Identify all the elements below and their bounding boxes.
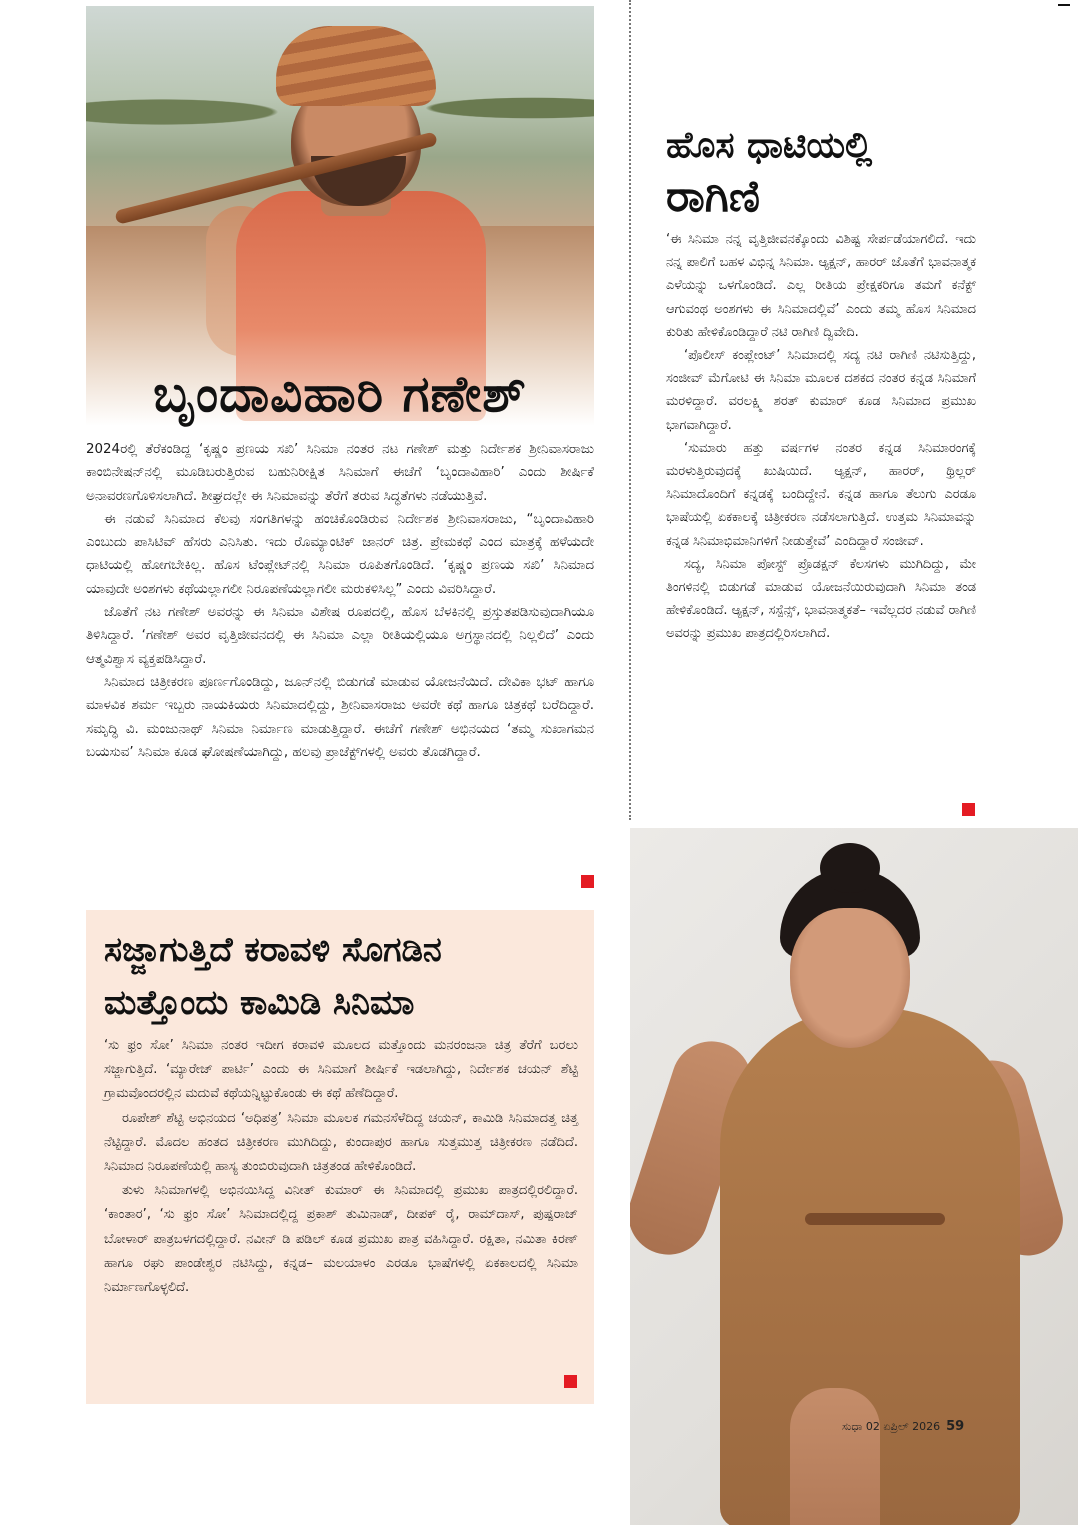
corner-mark bbox=[1058, 4, 1070, 6]
comedy-headline-line2: ಮತ್ತೊಂದು ಕಾಮಿಡಿ ಸಿನಿಮಾ bbox=[104, 983, 415, 1023]
paragraph: ಸಿನಿಮಾದ ಚಿತ್ರೀಕರಣ ಪೂರ್ಣಗೊಂಡಿದ್ದು, ಜೂನ್‌ನಲ್ಲಿ ಬಿಡುಗಡೆ ಮಾಡುವ ಯೋಜನೆಯಿದೆ. ದೇವಿಕಾ ಭಟ್ ಹಾಗೂ ಮಾಳವಿಕ ಶರ್ಮ ಇಬ್ಬರು ನಾಯಕಿಯರು ಸಿನಿಮಾದಲ್ಲಿದ್ದು, ಶ್ರೀನಿವಾಸರಾಜು ಅವರೇ ಕಥೆ ಹಾಗೂ ಚಿತ್ರಕಥೆ ಬರೆದಿದ್ದಾರೆ. ಸಮೃದ್ಧಿ ವಿ. ಮಂಜುನಾಥ್ ಸಿನಿಮಾ ನಿರ್ಮಾಣ ಮಾಡುತ್ತಿದ್ದಾರೆ. ಈಚೆಗೆ ಗಣೇಶ್ ಅಭಿನಯದ ‘ತಮ್ಮ ಸುಖಾಗಮನ ಬಯಸುವ’ ಸಿನಿಮಾ ಕೂಡ ಘೋಷಣೆಯಾಗಿದ್ದು, ಹಲವು ಪ್ರಾಜೆಕ್ಟ್‌ಗಳಲ್ಲಿ ಅವರು ತೊಡಗಿದ್ದಾರೆ. bbox=[86, 674, 594, 760]
magazine-issue: ಸುಧಾ 02 ಏಪ್ರಿಲ್ 2026 bbox=[842, 1420, 941, 1433]
column-divider bbox=[629, 0, 631, 820]
page-number: 59 bbox=[946, 1419, 965, 1434]
paragraph: ಸದ್ಯ, ಸಿನಿಮಾ ಪೋಸ್ಟ್ ಪ್ರೊಡಕ್ಷನ್ ಕೆಲಸಗಳು ಮುಗಿದಿದ್ದು, ಮೇ ತಿಂಗಳಿನಲ್ಲಿ ಬಿಡುಗಡೆ ಮಾಡುವ ಯೋಜನೆಯಿರುವುದಾಗಿ ಸಿನಿಮಾ ತಂಡ ಹೇಳಿಕೊಂಡಿದೆ. ಆ್ಯಕ್ಷನ್, ಸಸ್ಪೆನ್ಸ್, ಭಾವನಾತ್ಮಕತೆ– ಇವೆಲ್ಲದರ ನಡುವೆ ರಾಗಿಣಿ ಅವರನ್ನು ಪ್ರಮುಖ ಪಾತ್ರದಲ್ಲಿರಿಸಲಾಗಿದೆ. bbox=[666, 556, 976, 642]
paragraph: ಈ ನಡುವೆ ಸಿನಿಮಾದ ಕೆಲವು ಸಂಗತಿಗಳನ್ನು ಹಂಚಿಕೊಂಡಿರುವ ನಿರ್ದೇಶಕ ಶ್ರೀನಿವಾಸರಾಜು, “ಬೃಂದಾವಿಹಾರಿ ಎಂಬುದು ಪಾಸಿಟಿವ್ ಹೆಸರು ಎನಿಸಿತು. ಇದು ರೊಮ್ಯಾಂಟಿಕ್ ಜಾನರ್ ಚಿತ್ರ. ಪ್ರೇಮಕಥೆ ಎಂದ ಮಾತ್ರಕ್ಕೆ ಹಳೆಯದೇ ಧಾಟಿಯಲ್ಲಿ ಹೋಗಬೇಕಿಲ್ಲ. ಹೊಸ ಟೆಂಪ್ಲೇಟ್‌ನಲ್ಲಿ ಸಿನಿಮಾ ರೂಪಿತಗೊಂಡಿದೆ. ‘ಕೃಷ್ಣಂ ಪ್ರಣಯ ಸಖಿ’ ಸಿನಿಮಾದ ಯಾವುದೇ ಅಂಶಗಳು ಕಥೆಯಲ್ಲಾಗಲೀ ನಿರೂಪಣೆಯಲ್ಲಾಗಲೀ ಮರುಕಳಿಸಿಲ್ಲ” ಎಂದು ವಿವರಿಸಿದ್ದಾರೆ. bbox=[86, 511, 594, 597]
article-end-mark bbox=[962, 803, 975, 816]
article-end-mark bbox=[564, 1375, 577, 1388]
paragraph: ಜೊತೆಗೆ ನಟ ಗಣೇಶ್ ಅವರನ್ನು ಈ ಸಿನಿಮಾ ವಿಶೇಷ ರೂಪದಲ್ಲಿ, ಹೊಸ ಬೆಳಕಿನಲ್ಲಿ ಪ್ರಸ್ತುತಪಡಿಸುವುದಾಗಿಯೂ ತಿಳಿಸಿದ್ದಾರೆ. ‘ಗಣೇಶ್ ಅವರ ವೃತ್ತಿಜೀವನದಲ್ಲಿ ಈ ಸಿನಿಮಾ ಎಲ್ಲಾ ರೀತಿಯಲ್ಲಿಯೂ ಅಗ್ರಸ್ಥಾನದಲ್ಲಿ ನಿಲ್ಲಲಿದೆ’ ಎಂದು ಆತ್ಮವಿಶ್ವಾಸ ವ್ಯಕ್ತಪಡಿಸಿದ್ದಾರೆ. bbox=[86, 605, 594, 667]
ganesh-article-body bbox=[86, 438, 594, 764]
paragraph: ‘ಈ ಸಿನಿಮಾ ನನ್ನ ವೃತ್ತಿಜೀವನಕ್ಕೊಂದು ವಿಶಿಷ್ಟ ಸೇರ್ಪಡೆಯಾಗಲಿದೆ. ಇದು ನನ್ನ ಪಾಲಿಗೆ ಬಹಳ ವಿಭಿನ್ನ ಸಿನಿಮಾ. ಆ್ಯಕ್ಷನ್, ಹಾರರ್ ಜೊತೆಗೆ ಭಾವನಾತ್ಮಕ ಎಳೆಯನ್ನು ಒಳಗೊಂಡಿದೆ. ಎಲ್ಲ ರೀತಿಯ ಪ್ರೇಕ್ಷಕರಿಗೂ ತಮಗೆ ಕನೆಕ್ಟ್ ಆಗುವಂಥ ಅಂಶಗಳು ಈ ಸಿನಿಮಾದಲ್ಲಿವೆ’ ಎಂದು ತಮ್ಮ ಹೊಸ ಸಿನಿಮಾದ ಕುರಿತು ಹೇಳಿಕೊಂಡಿದ್ದಾರೆ ನಟಿ ರಾಗಿಣಿ ದ್ವಿವೇದಿ. bbox=[666, 232, 976, 340]
ragini-headline bbox=[666, 122, 966, 224]
article-end-mark bbox=[581, 875, 594, 888]
ragini-headline-line1: ಹೊಸ ಧಾಟಿಯಲ್ಲಿ bbox=[666, 125, 873, 166]
paragraph: ರೂಪೇಶ್ ಶೆಟ್ಟಿ ಅಭಿನಯದ ‘ಅಧಿಪತ್ರ’ ಸಿನಿಮಾ ಮೂಲಕ ಗಮನಸೆಳೆದಿದ್ದ ಚಯನ್, ಕಾಮಿಡಿ ಸಿನಿಮಾದತ್ತ ಚಿತ್ತ ನೆಟ್ಟಿದ್ದಾರೆ. ಮೊದಲ ಹಂತದ ಚಿತ್ರೀಕರಣ ಮುಗಿದಿದ್ದು, ಕುಂದಾಪುರ ಹಾಗೂ ಸುತ್ತಮುತ್ತ ಚಿತ್ರೀಕರಣ ನಡೆದಿದೆ. ಸಿನಿಮಾದ ನಿರೂಪಣೆಯಲ್ಲಿ ಹಾಸ್ಯ ತುಂಬಿರುವುದಾಗಿ ಚಿತ್ರತಂಡ ಹೇಳಿಕೊಂಡಿದೆ. bbox=[104, 1110, 578, 1175]
ragini-headline-line2: ರಾಗಿಣಿ bbox=[666, 171, 761, 222]
ganesh-headline: ಬೃಂದಾವಿಹಾರಿ ಗಣೇಶ್ bbox=[153, 365, 527, 423]
comedy-headline bbox=[104, 924, 584, 1030]
page-folio bbox=[842, 1419, 964, 1434]
ragini-article-body bbox=[666, 228, 976, 646]
paragraph: ‘ಸುಮಾರು ಹತ್ತು ವರ್ಷಗಳ ನಂತರ ಕನ್ನಡ ಸಿನಿಮಾರಂಗಕ್ಕೆ ಮರಳುತ್ತಿರುವುದಕ್ಕೆ ಖುಷಿಯಿದೆ. ಆ್ಯಕ್ಷನ್, ಹಾರರ್, ಥ್ರಿಲ್ಲರ್ ಸಿನಿಮಾದೊಂದಿಗೆ ಕನ್ನಡಕ್ಕೆ ಬಂದಿದ್ದೇನೆ. ಕನ್ನಡ ಹಾಗೂ ತೆಲುಗು ಎರಡೂ ಭಾಷೆಯಲ್ಲಿ ಏಕಕಾಲಕ್ಕೆ ಚಿತ್ರೀಕರಣ ನಡೆಸಲಾಗುತ್ತಿದೆ. ಉತ್ತಮ ಸಿನಿಮಾವನ್ನು ಕನ್ನಡ ಸಿನಿಮಾಭಿಮಾನಿಗಳಿಗೆ ನೀಡುತ್ತೇವೆ’ ಎಂದಿದ್ದಾರೆ ಸಂಜೀವ್. bbox=[666, 440, 976, 549]
paragraph: ‘ಸು ಫ್ರಂ ಸೋ’ ಸಿನಿಮಾ ನಂತರ ಇದೀಗ ಕರಾವಳಿ ಮೂಲದ ಮತ್ತೊಂದು ಮನರಂಜನಾ ಚಿತ್ರ ತೆರೆಗೆ ಬರಲು ಸಜ್ಜಾಗುತ್ತಿದೆ. ‘ಮ್ಯಾರೇಜ್ ಪಾರ್ಟಿ’ ಎಂದು ಈ ಸಿನಿಮಾಗೆ ಶೀರ್ಷಿಕೆ ಇಡಲಾಗಿದ್ದು, ನಿರ್ದೇಶಕ ಚಯನ್ ಶೆಟ್ಟಿ ಗ್ರಾಮವೊಂದರಲ್ಲಿನ ಮದುವೆ ಕಥೆಯನ್ನಿಟ್ಟುಕೊಂಡು ಈ ಕಥೆ ಹೆಣೆದಿದ್ದಾರೆ. bbox=[104, 1038, 578, 1102]
paragraph: ತುಳು ಸಿನಿಮಾಗಳಲ್ಲಿ ಅಭಿನಯಿಸಿದ್ದ ವಿನೀತ್ ಕುಮಾರ್ ಈ ಸಿನಿಮಾದಲ್ಲಿ ಪ್ರಮುಖ ಪಾತ್ರದಲ್ಲಿರಲಿದ್ದಾರೆ. ‘ಕಾಂತಾರ’, ‘ಸು ಫ್ರಂ ಸೋ’ ಸಿನಿಮಾದಲ್ಲಿದ್ದ ಪ್ರಕಾಶ್ ತುಮಿನಾಡ್, ದೀಪಕ್ ರೈ, ರಾಮ್‌ದಾಸ್, ಪುಷ್ಪರಾಜ್ ಬೋಳಾರ್ ಪಾತ್ರಬಳಗದಲ್ಲಿದ್ದಾರೆ. ನವೀನ್ ಡಿ ಪಡಿಲ್ ಕೂಡ ಪ್ರಮುಖ ಪಾತ್ರ ವಹಿಸಿದ್ದಾರೆ. ರಕ್ಷಿತಾ, ನಮಿತಾ ಕಿರಣ್ ಹಾಗೂ ರಘು ಪಾಂಡೇಶ್ವರ ನಟಿಸಿದ್ದು, ಕನ್ನಡ– ಮಲಯಾಳಂ ಎರಡೂ ಭಾಷೆಗಳಲ್ಲಿ ಏಕಕಾಲದಲ್ಲಿ ಸಿನಿಮಾ ನಿರ್ಮಾಣಗೊಳ್ಳಲಿದೆ. bbox=[104, 1183, 578, 1296]
comedy-headline-line1: ಸಜ್ಜಾಗುತ್ತಿದೆ ಕರಾವಳಿ ಸೊಗಡಿನ bbox=[104, 930, 442, 970]
comedy-article-body bbox=[104, 1034, 578, 1300]
paragraph: 2024ರಲ್ಲಿ ತೆರೆಕಂಡಿದ್ದ ‘ಕೃಷ್ಣಂ ಪ್ರಣಯ ಸಖಿ’ ಸಿನಿಮಾ ನಂತರ ನಟ ಗಣೇಶ್ ಮತ್ತು ನಿರ್ದೇಶಕ ಶ್ರೀನಿವಾಸರಾಜು ಕಾಂಬಿನೇಷನ್‌ನಲ್ಲಿ ಮೂಡಿಬರುತ್ತಿರುವ ಬಹುನಿರೀಕ್ಷಿತ ಸಿನಿಮಾಗೆ ಈಚೆಗೆ ‘ಬೃಂದಾವಿಹಾರಿ’ ಎಂದು ಶೀರ್ಷಿಕೆ ಅನಾವರಣಗೊಳಿಸಲಾಗಿದೆ. ಶೀಘ್ರದಲ್ಲೇ ಈ ಸಿನಿಮಾವನ್ನು ತೆರೆಗೆ ತರುವ ಸಿದ್ಧತೆಗಳು ನಡೆಯುತ್ತಿವೆ. bbox=[86, 442, 594, 504]
paragraph: ‘ಪೊಲೀಸ್ ಕಂಪ್ಲೇಂಟ್’ ಸಿನಿಮಾದಲ್ಲಿ ಸದ್ಯ ನಟಿ ರಾಗಿಣಿ ನಟಿಸುತ್ತಿದ್ದು, ಸಂಜೀವ್ ಮೆಗೋಟಿ ಈ ಸಿನಿಮಾ ಮೂಲಕ ದಶಕದ ನಂತರ ಕನ್ನಡ ಸಿನಿಮಾಗೆ ಮರಳಿದ್ದಾರೆ. ವರಲಕ್ಷ್ಮಿ ಶರತ್ ಕುಮಾರ್ ಕೂಡ ಸಿನಿಮಾದ ಪ್ರಮುಖ ಭಾಗವಾಗಿದ್ದಾರೆ. bbox=[666, 348, 976, 433]
